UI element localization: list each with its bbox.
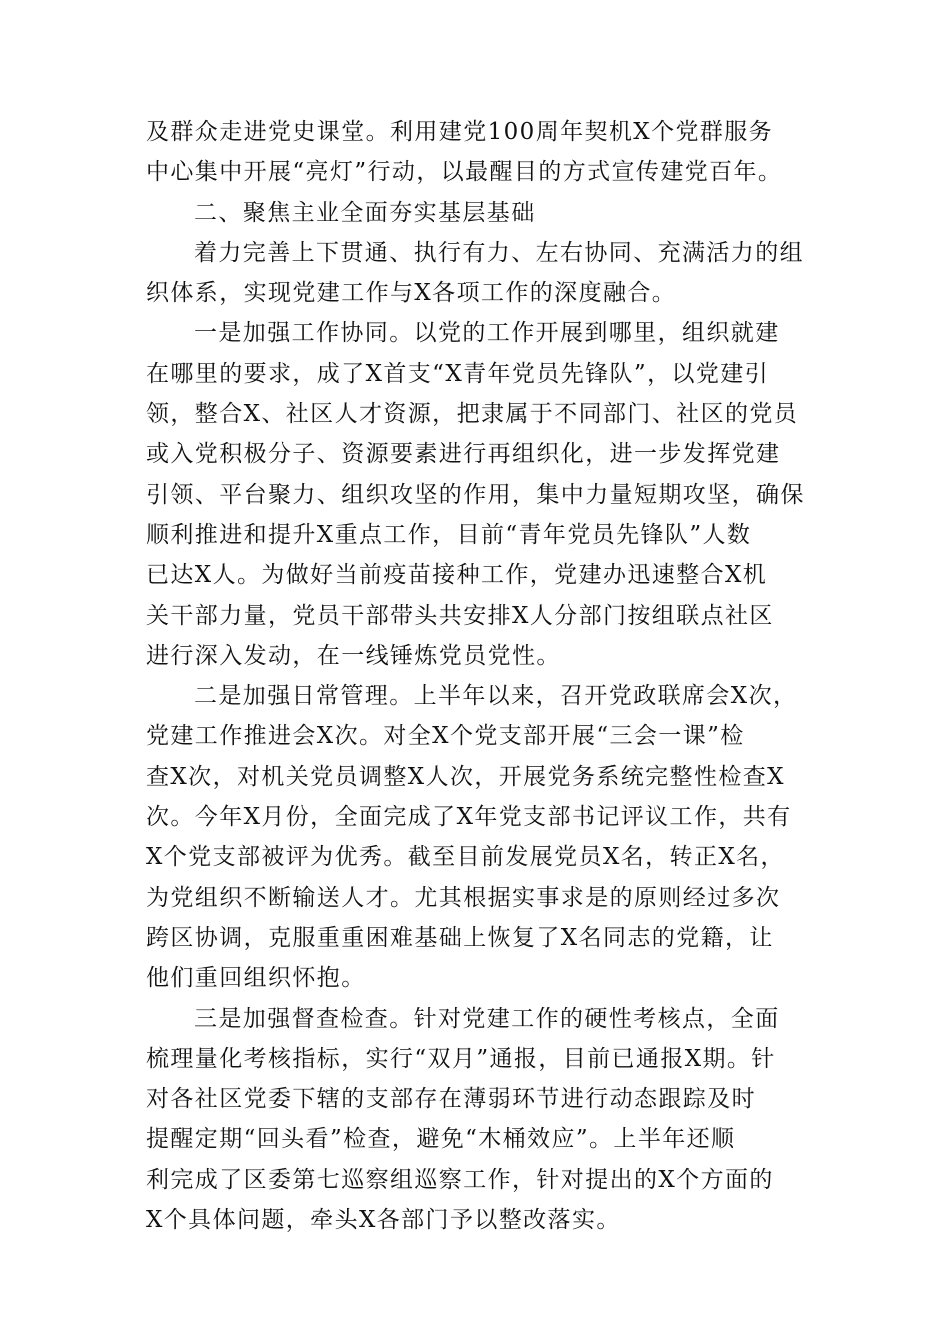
- document-body: [146, 112, 806, 1240]
- text-line: 顺利推进和提升X重点工作，目前“青年党员先锋队”人数: [146, 521, 752, 548]
- text-line: 或入党积极分子、资源要素进行再组织化，进一步发挥党建: [146, 441, 781, 468]
- text-line: 查X次，对机关党员调整X人次，开展党务系统完整性检查X: [146, 763, 785, 790]
- text-line: 二是加强日常管理。上半年以来，召开党政联席会X次，: [194, 683, 798, 710]
- text-line: 已达X人。为做好当前疫苗接种工作，党建办迅速整合X机: [146, 562, 768, 589]
- text-line: 着力完善上下贯通、执行有力、左右协同、充满活力的组: [194, 239, 804, 266]
- text-line: 梳理量化考核指标，实行“双月”通报，目前已通报X期。针: [146, 1045, 776, 1072]
- text-line: 进行深入发动，在一线锤炼党员党性。: [146, 642, 561, 669]
- text-line: 次。今年X月份，全面完成了X年党支部书记评议工作，共有: [146, 804, 792, 831]
- text-line: 他们重回组织怀抱。: [146, 965, 366, 992]
- text-line: 对各社区党委下辖的支部存在薄弱环节进行动态跟踪及时: [146, 1086, 756, 1113]
- text-line: 利完成了区委第七巡察组巡察工作，针对提出的X个方面的: [146, 1166, 774, 1193]
- text-line: 一是加强工作协同。以党的工作开展到哪里，组织就建: [194, 320, 780, 347]
- text-line: 为党组织不断输送人才。尤其根据实事求是的原则经过多次: [146, 884, 781, 911]
- text-line: 及群众走进党史课堂。利用建党100周年契机X个党群服务: [146, 119, 774, 145]
- text-line: X个党支部被评为优秀。截至目前发展党员X名，转正X名，: [146, 844, 785, 871]
- text-line: 提醒定期“回头看”检查，避免“木桶效应”。上半年还顺: [146, 1126, 736, 1153]
- text-line: 中心集中开展“亮灯”行动，以最醒目的方式宣传建党百年。: [146, 159, 783, 186]
- section-heading: 二、聚焦主业全面夯实基层基础: [194, 199, 536, 226]
- text-line: 跨区协调，克服重重困难基础上恢复了X名同志的党籍，让: [146, 924, 774, 951]
- text-line: 引领、平台聚力、组织攻坚的作用，集中力量短期攻坚，确保: [146, 481, 805, 508]
- text-line: 党建工作推进会X次。对全X个党支部开展“三会一课”检: [146, 723, 745, 750]
- text-line: 三是加强督查检查。针对党建工作的硬性考核点，全面: [194, 1005, 780, 1032]
- text-line: 织体系，实现党建工作与X各项工作的深度融合。: [146, 280, 677, 307]
- text-line: 领，整合X、社区人才资源，把隶属于不同部门、社区的党员: [146, 401, 799, 428]
- text-line: 关干部力量，党员干部带头共安排X人分部门按组联点社区: [146, 602, 774, 629]
- text-line: X个具体问题，牵头X各部门予以整改落实。: [146, 1207, 621, 1234]
- text-line: 在哪里的要求，成了X首支“X青年党员先锋队”，以党建引: [146, 360, 770, 387]
